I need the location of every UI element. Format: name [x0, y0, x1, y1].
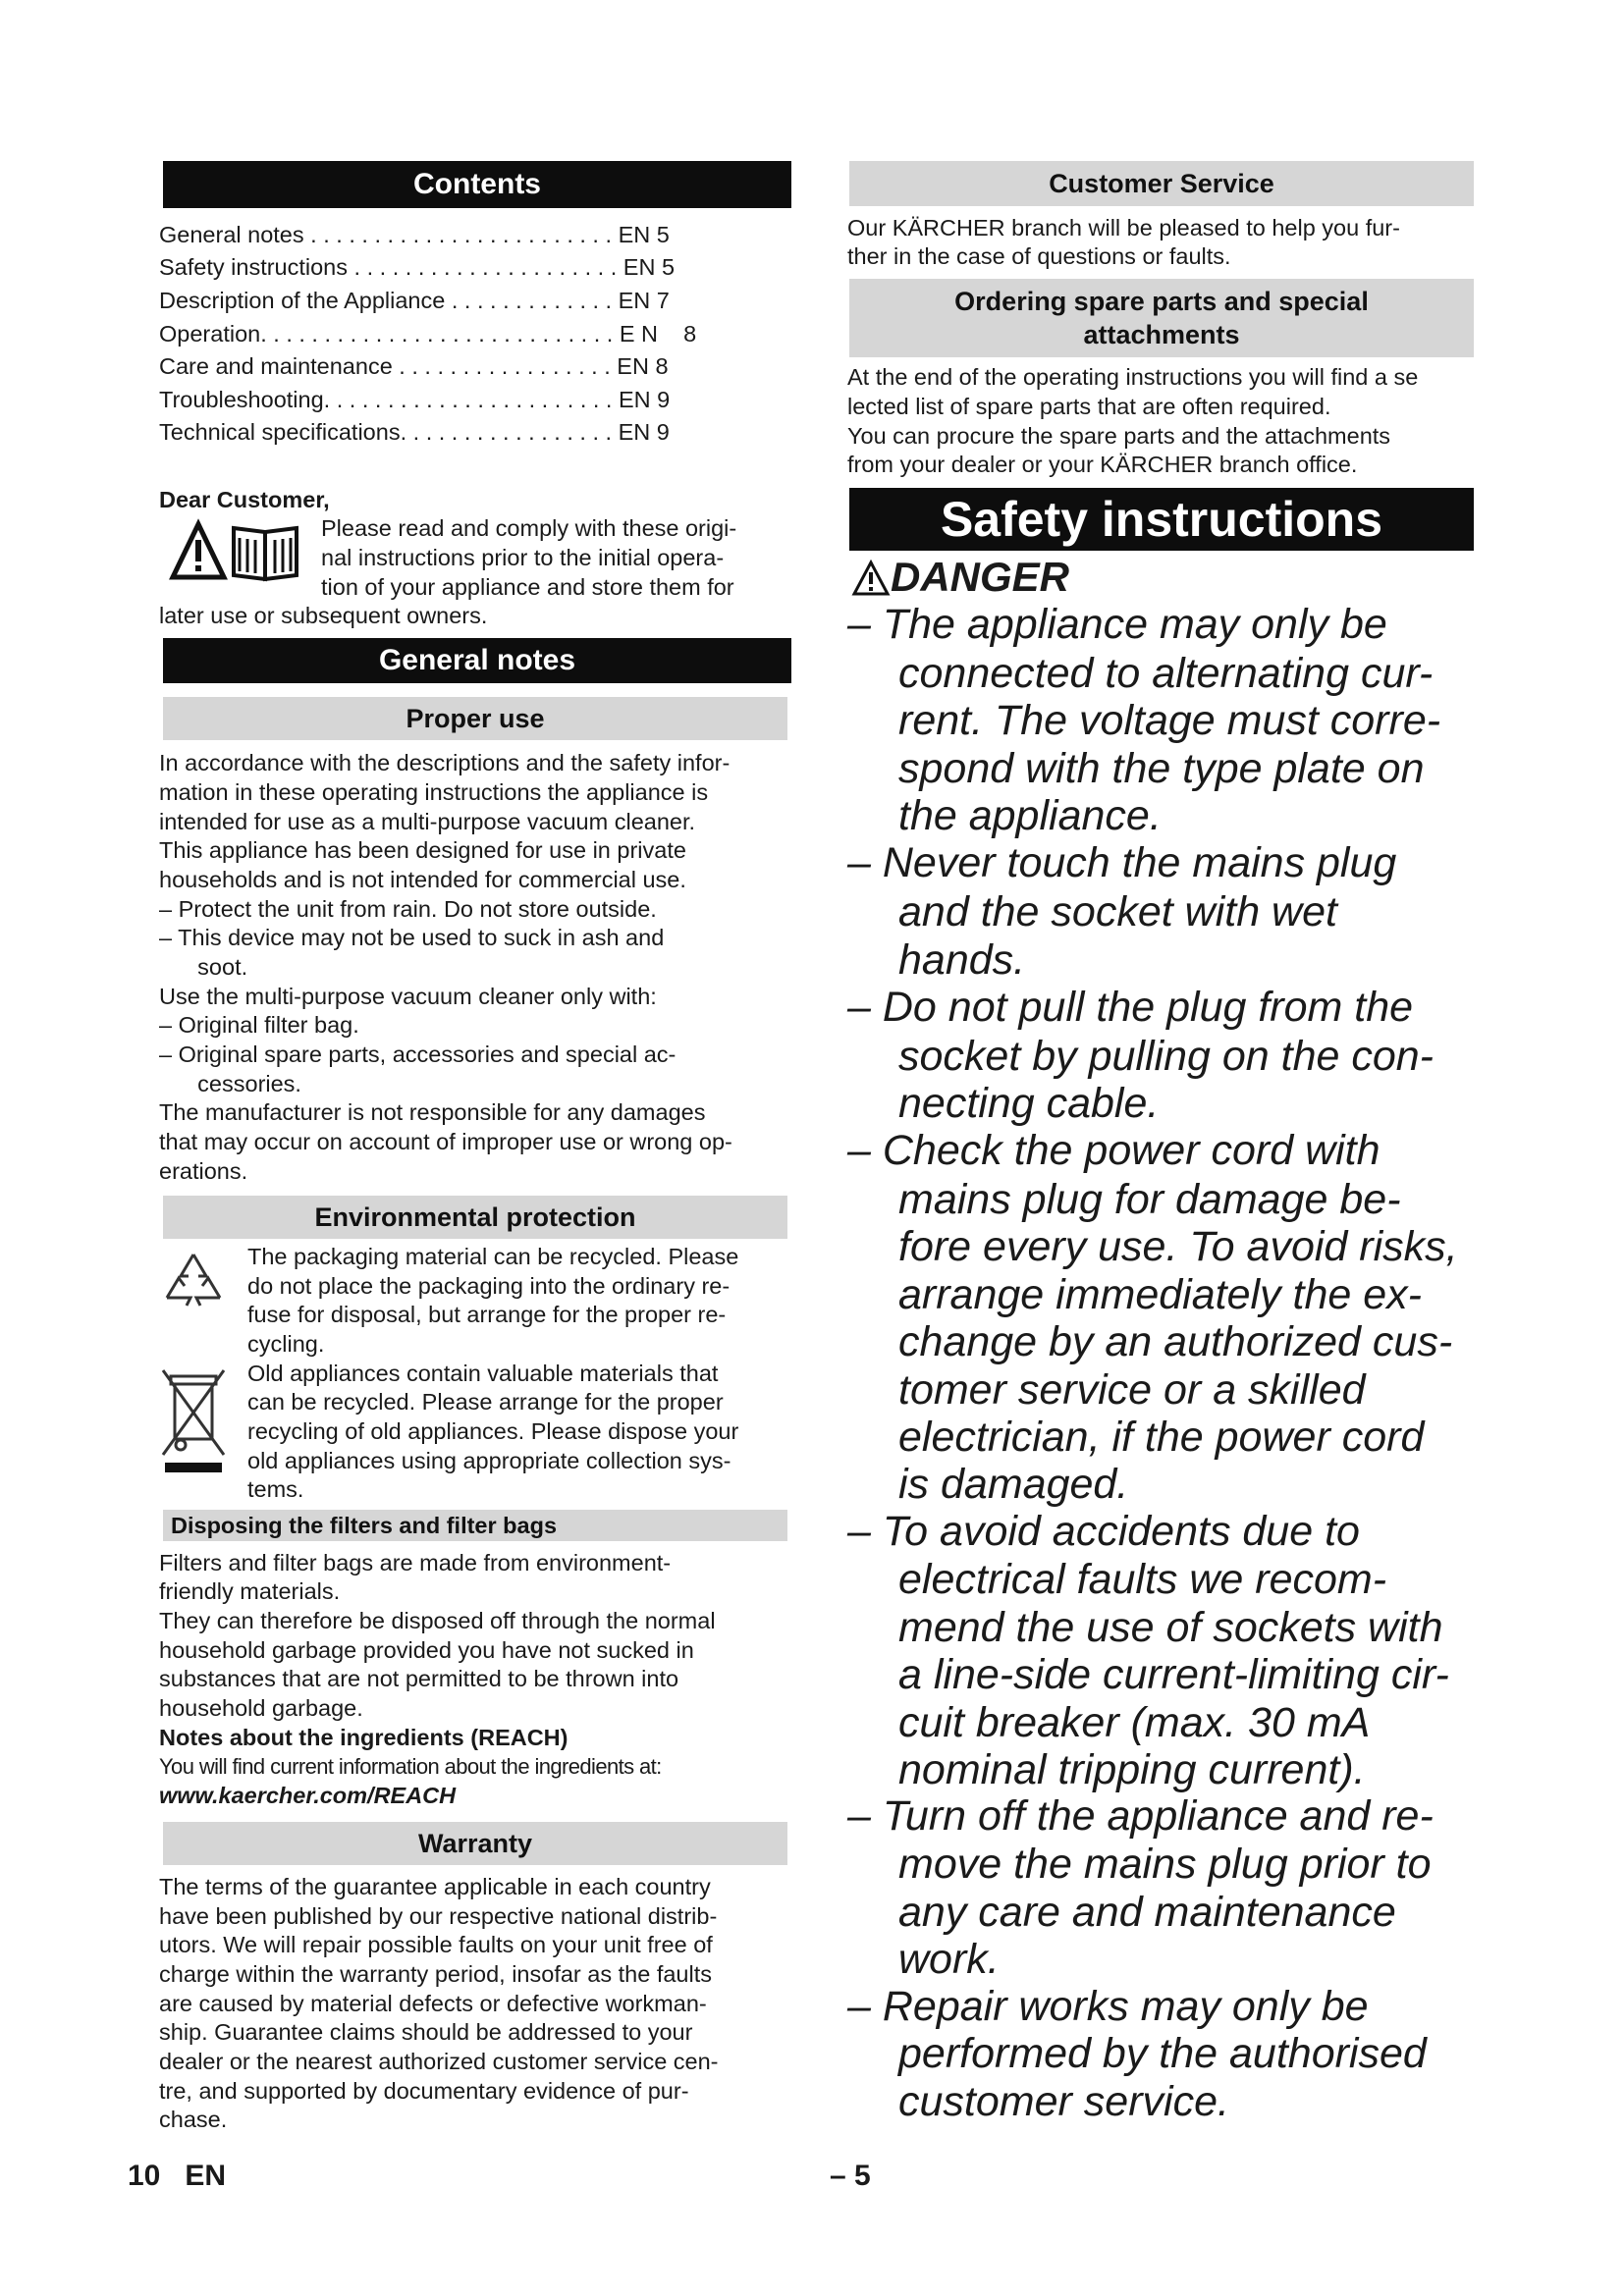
contents-heading: Contents: [163, 161, 791, 208]
recycle-icon: [159, 1249, 228, 1313]
toc-item[interactable]: Troubleshooting. . . . . . . . . . . . . . . . . . . . . . . EN 9: [159, 387, 671, 412]
toc-item[interactable]: Description of the Appliance . . . . . . . . . . . . . EN 7: [159, 288, 670, 313]
toc-item[interactable]: General notes . . . . . . . . . . . . . . . . . . . . . . . . EN 5: [159, 222, 670, 247]
environmental-protection-heading: Environmental protection: [163, 1196, 787, 1239]
danger-label: DANGER: [891, 554, 1070, 600]
page-number-right: – 5: [830, 2160, 871, 2192]
general-notes-heading: General notes: [163, 638, 791, 683]
warning-read-manual-icon: [169, 518, 306, 583]
dear-customer-heading: Dear Customer,: [159, 487, 330, 512]
warranty-heading: Warranty: [163, 1822, 787, 1865]
customer-service-heading: Customer Service: [849, 161, 1474, 206]
reach-heading: Notes about the ingredients (REACH): [159, 1725, 568, 1750]
spare-parts-heading: Ordering spare parts and special attachments: [849, 279, 1474, 357]
danger-warning-icon: [851, 560, 891, 597]
proper-use-heading: Proper use: [163, 697, 787, 740]
reach-link[interactable]: www.kaercher.com/REACH: [159, 1783, 457, 1808]
toc-item[interactable]: Technical specifications. . . . . . . . . . . . . . . . . EN 9: [159, 419, 670, 445]
toc-item[interactable]: Safety instructions . . . . . . . . . . . . . . . . . . . . . EN 5: [159, 254, 676, 280]
reach-text: You will find current information about the ingredients at:: [159, 1754, 662, 1779]
toc-item[interactable]: Care and maintenance . . . . . . . . . . . . . . . . . EN 8: [159, 353, 669, 379]
page-number-left: 10 EN: [128, 2160, 227, 2192]
toc-item[interactable]: Operation. . . . . . . . . . . . . . . . . . . . . . . . . . . . E N 8: [159, 321, 697, 347]
crossed-bin-icon: [159, 1366, 228, 1474]
disposing-filters-heading: Disposing the filters and filter bags: [163, 1510, 787, 1541]
safety-instructions-heading: Safety instructions: [849, 488, 1474, 551]
